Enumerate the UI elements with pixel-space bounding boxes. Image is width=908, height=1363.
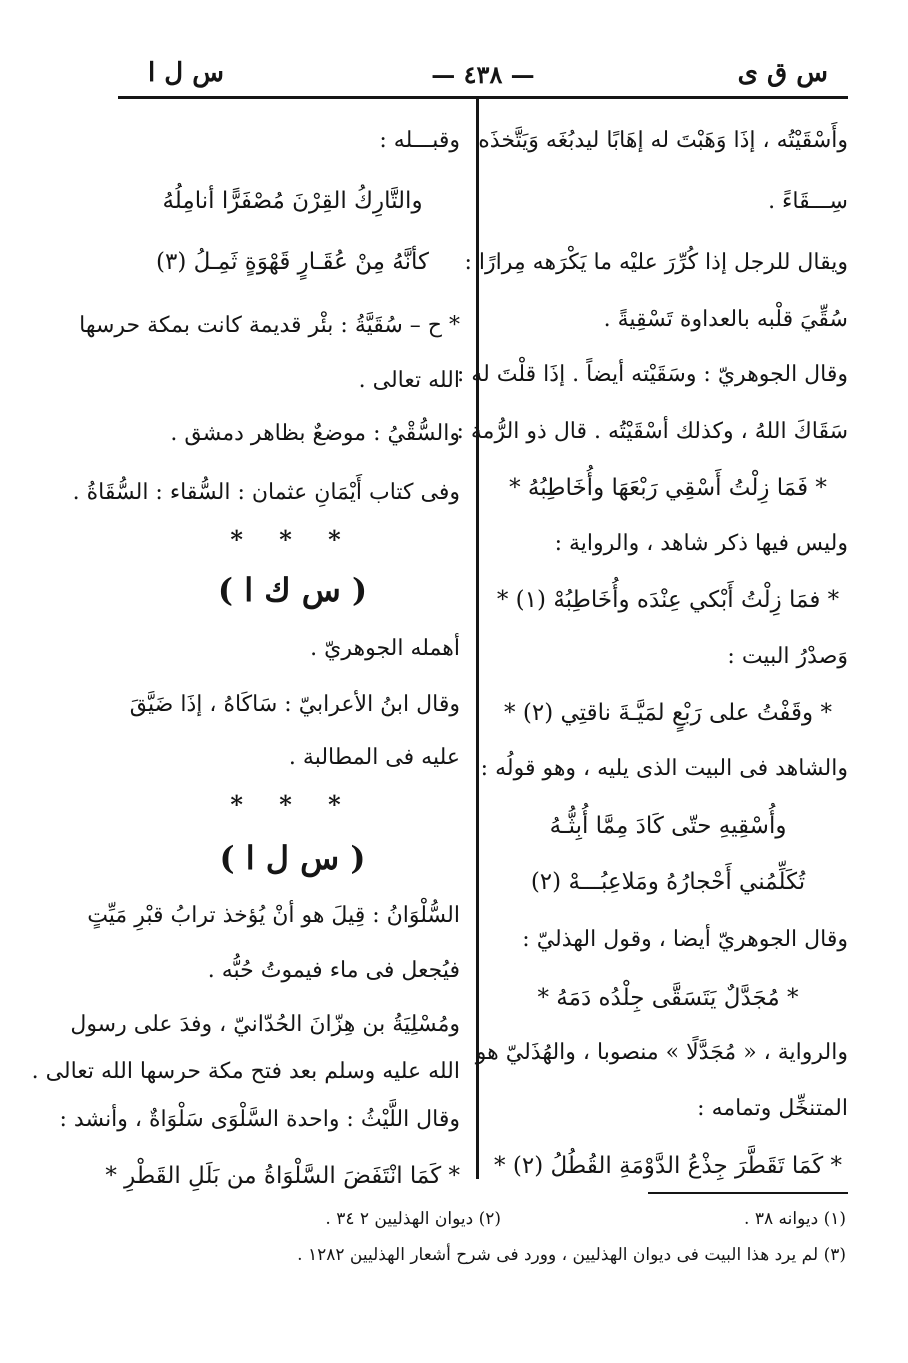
footnote-3: (٣) لم يرد هذا البيت فى ديوان الهذليين ، وورد فى شرح أشعار الهذليين ١٢٨٢ .: [297, 1245, 846, 1265]
verse-line: والتَّارِكُ القِرْنَ مُصْفَرًّا أنامِلُهُ: [162, 188, 423, 214]
text-line: الله عليه وسلم بعد فتح مكة حرسها الله تعالى .: [31, 1059, 460, 1084]
text-line: وقال الجوهريّ أيضا ، وقول الهذليّ :: [522, 927, 848, 952]
footnote-row: [126, 1241, 846, 1277]
text-line: وقبـــله :: [379, 128, 460, 153]
footnote-2: (٢) ديوان الهذليين ٢ ٣٤ .: [325, 1209, 501, 1229]
text-line: * ح – سُقَيَّةُ : بئْر قديمة كانت بمكة حرسها: [79, 313, 460, 338]
verse-line: * وقَفْتُ على رَبْعٍ لمَيَّـةَ ناقتِي (٢) *: [504, 700, 832, 726]
verse-line: * كَمَا تَقَطَّرَ جِذْعُ الدَّوْمَةِ القُطُلُ (٢) *: [494, 1153, 842, 1179]
page-number: — ٤٣٨ —: [431, 60, 535, 89]
verse-line: * فَمَا زِلْتُ أَسْقِي رَبْعَهَا وأُخَاطِبُهُ *: [509, 475, 827, 501]
footnotes: [126, 1205, 846, 1277]
page-header: [118, 48, 848, 96]
verse-line: * كَمَا انْتَفَضَ السَّلْوَاةُ من بَلَلِ القَطْرِ *: [105, 1163, 460, 1189]
section-separator: * * *: [230, 525, 355, 554]
text-line: والسُّقْيُ : موضعٌ بظاهر دمشق .: [170, 421, 460, 446]
verse-line: * فمَا زِلْتُ أَبْكي عِنْدَه وأُخَاطِبُهْ (١) *: [496, 587, 840, 613]
text-line: أهمله الجوهريّ .: [310, 636, 460, 661]
verse-line: وأُسْقِيهِ حتّى كَادَ مِمَّا أُبِثُّـهُ: [549, 813, 787, 839]
text-line: سِـــقَاءً .: [768, 189, 848, 214]
text-line: وليس فيها ذكر شاهد ، والرواية :: [554, 531, 848, 556]
left-column: [31, 110, 460, 1204]
header-root-right: س ق ى: [737, 58, 828, 88]
footnote-row: [126, 1205, 846, 1241]
text-line: الله تعالى .: [358, 368, 460, 393]
text-line: فيُجعل فى ماء فيموتُ حُبُّه .: [207, 958, 460, 983]
verse-line: تُكَلِّمُني أَحْجارُهُ ومَلاعِبُـــهْ (٢): [530, 869, 806, 895]
text-line: سَقَاكَ اللهُ ، وكذلك أسْقَيْتُه . قال ذو الرُّمة :: [456, 419, 848, 444]
text-line: وقال اللَّيْثُ : واحدة السَّلْوَى سَلْوَاةٌ ، وأنشد :: [59, 1107, 460, 1132]
text-line: سُقِّيَ قلْبه بالعداوة تَسْقِيةً .: [603, 307, 848, 332]
text-line: المتنخِّل وتمامه :: [697, 1096, 848, 1121]
section-heading: ( س ل ا ): [219, 839, 366, 877]
text-line: وأَسْقَيْتُه ، إذَا وَهَبْتَ له إهَابًا ليدبُغَه وَيَتَّخذَه: [478, 128, 848, 153]
verse-line: كأنَّهُ مِنْ عُقَـارٍ قَهْوَةٍ ثَمِـلُ (٣): [156, 249, 429, 275]
footnote-1: (١) ديوانه ٣٨ .: [744, 1209, 846, 1229]
text-line: السُّلْوَانُ : قِيلَ هو أنْ يُؤخذ ترابُ قبْرِ مَيِّتٍ: [87, 903, 460, 928]
right-column: [456, 110, 848, 1194]
text-line: والرواية ، « مُجَدَّلًا » منصوبا ، والهُذَليّ هو: [475, 1040, 848, 1065]
text-line: عليه فى المطالبة .: [288, 745, 460, 770]
verse-line: * مُجَدَّلٌ يَتَسَقَّى جِلْدُه دَمَهُ *: [537, 985, 799, 1011]
section-separator: * * *: [230, 790, 355, 819]
section-heading: ( س ك ا ): [217, 571, 368, 609]
header-rule: [118, 96, 848, 99]
header-root-left: س ل ا: [148, 58, 224, 88]
text-line: وقال ابنُ الأعرابيّ : سَاكَاهُ ، إذَا ضَيَّقَ: [129, 692, 460, 717]
text-line: ومُسْلِيَةُ بن هِزّانَ الحُدّانيّ ، وفدَ على رسول: [70, 1012, 460, 1037]
text-line: وفى كتاب أَيْمَانِ عثمان : السُّقاء : السُّقَاةُ .: [72, 480, 460, 505]
text-line: ويقال للرجل إذا كُرِّرَ عليْه ما يَكْرَهه مِرارًا :: [464, 250, 848, 275]
text-line: والشاهد فى البيت الذى يليه ، وهو قولُه :: [480, 756, 848, 781]
text-line: وقال الجوهريّ : وسَقَيْته أيضاً . إذَا قلْتَ له :: [456, 362, 848, 387]
footnote-rule: [648, 1192, 848, 1194]
text-line: وَصدْرُ البيت :: [727, 644, 848, 669]
